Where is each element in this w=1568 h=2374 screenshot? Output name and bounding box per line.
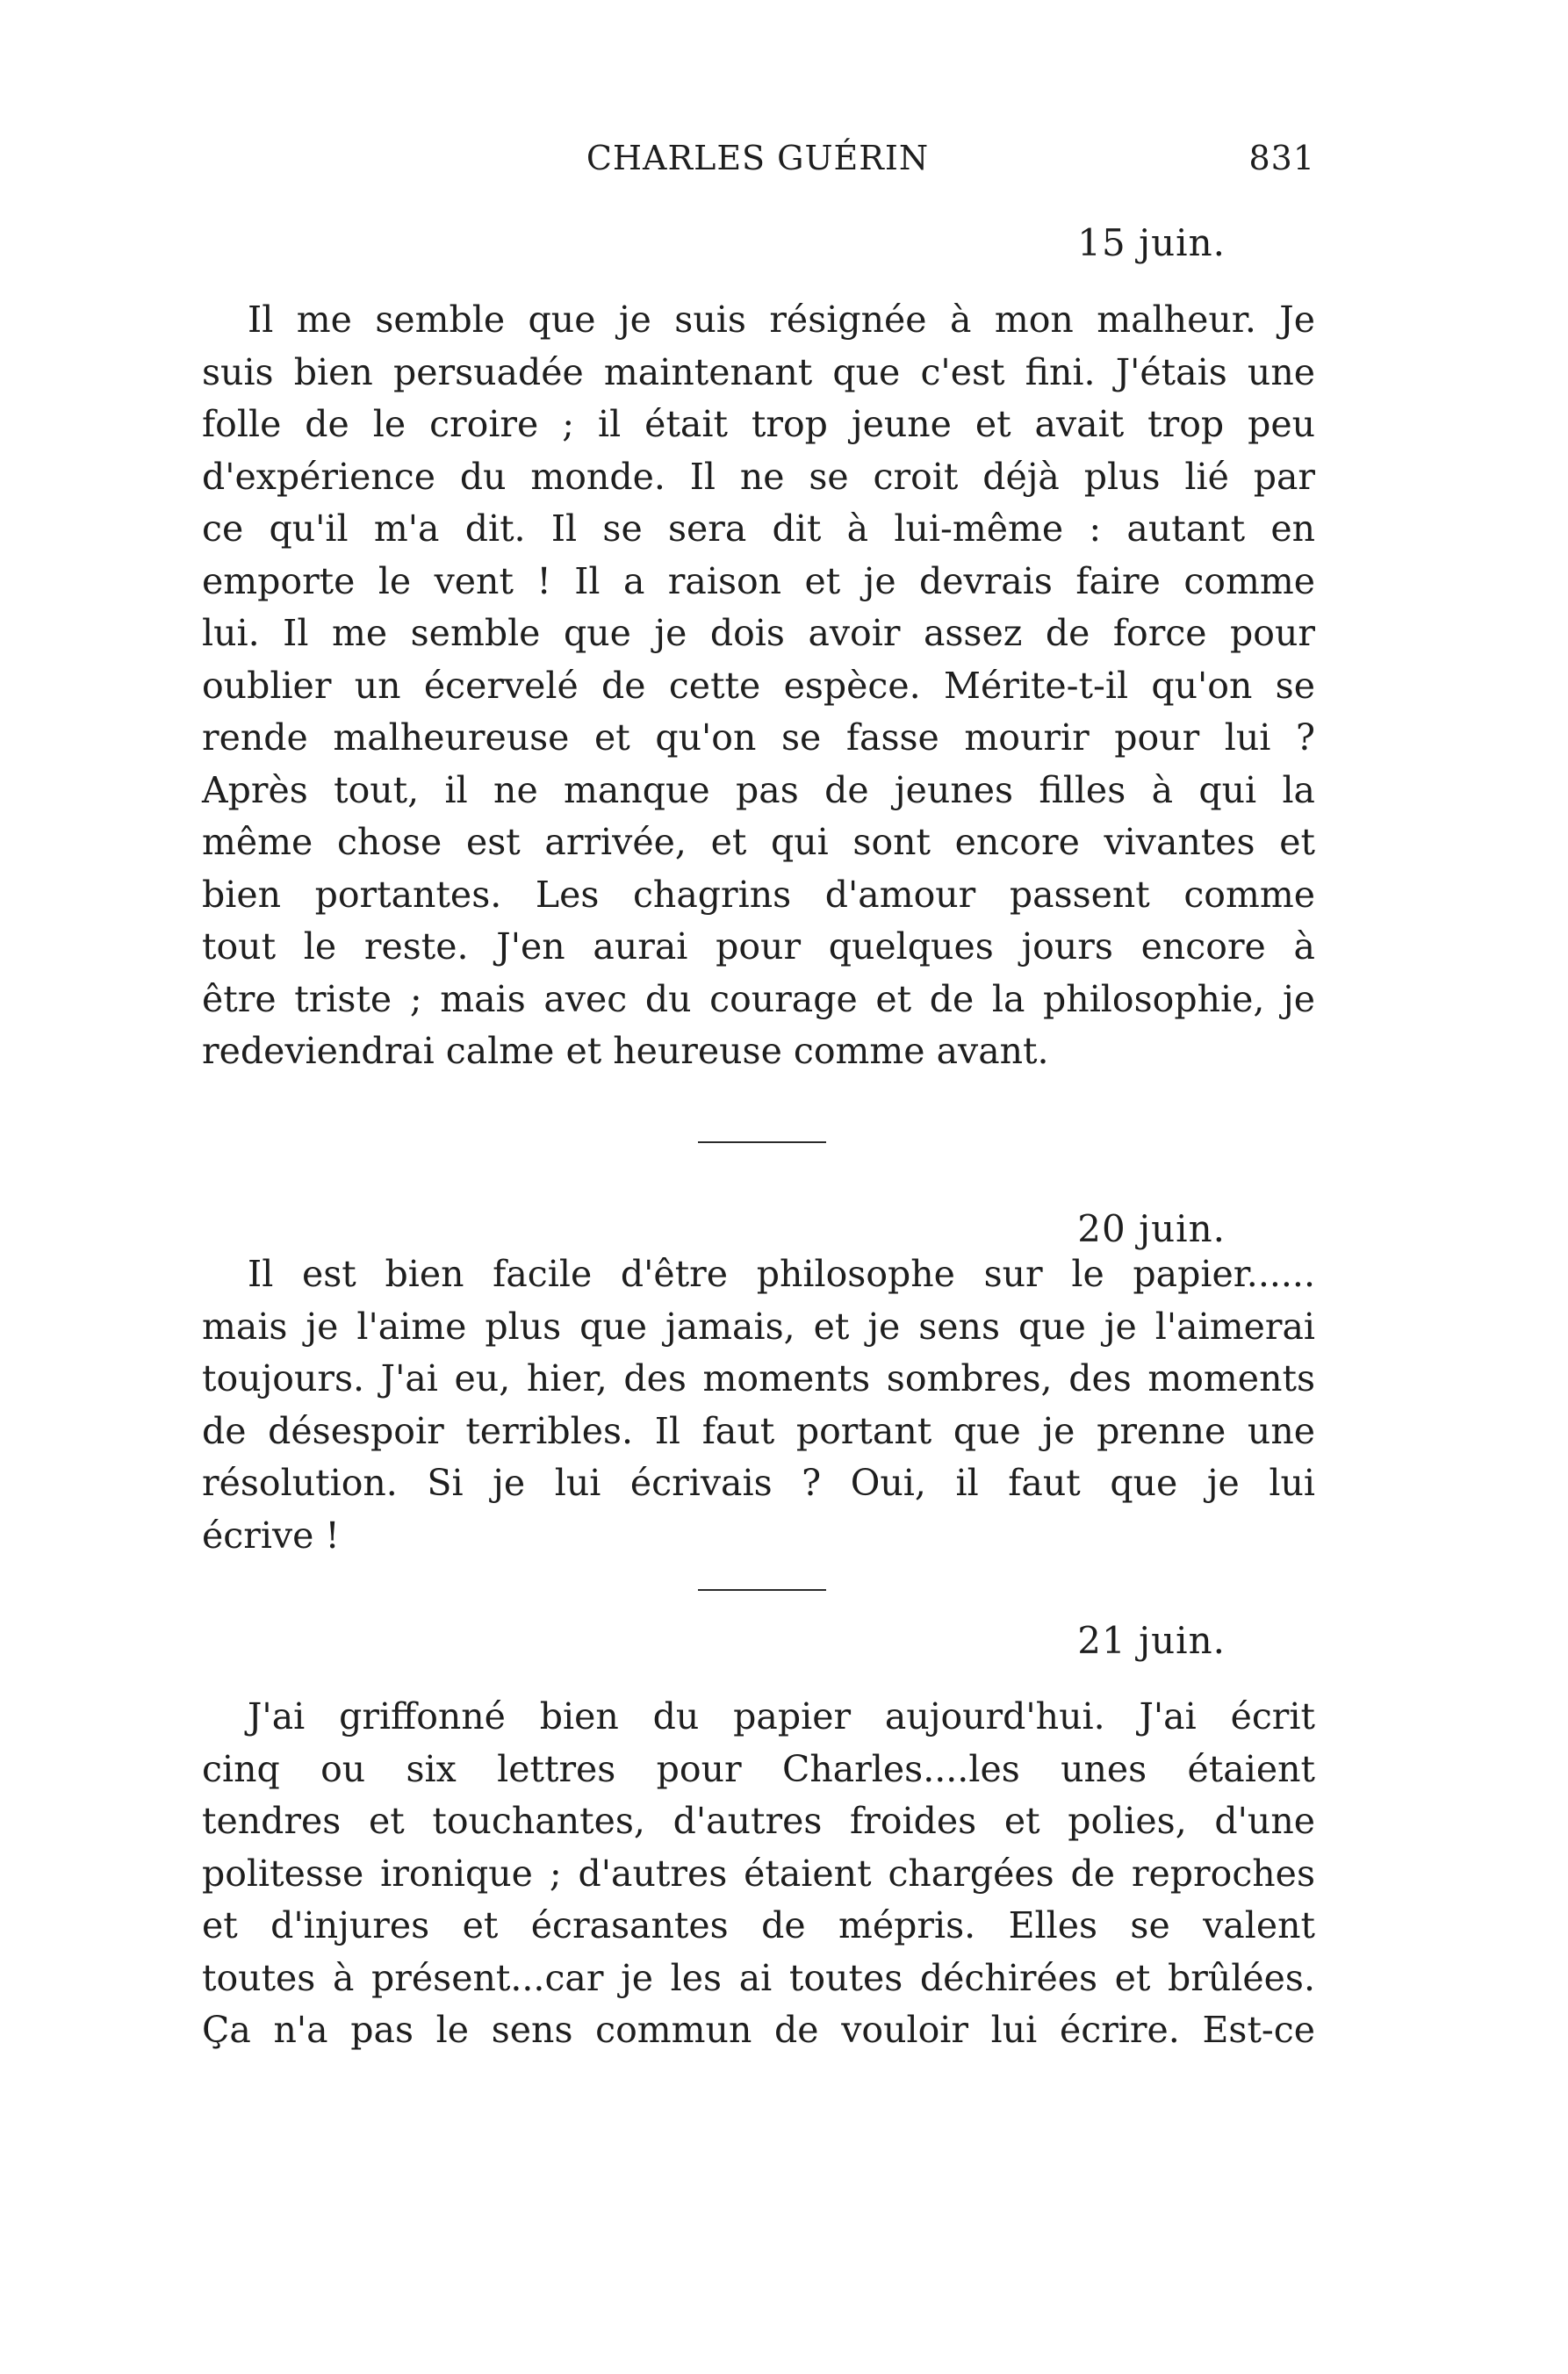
- text-line: cinq ou six lettres pour Charles....les unes étaient: [202, 1747, 1315, 1790]
- text-line: tout le reste. J'en aurai pour quelques jours encore à: [202, 925, 1315, 968]
- text-line: ce qu'il m'a dit. Il se sera dit à lui-même : autant en: [202, 507, 1315, 550]
- text-line: Il est bien facile d'être philosophe sur le papier......: [248, 1253, 1315, 1295]
- text-line: redeviendrai calme et heureuse comme avant.: [202, 1030, 1049, 1072]
- text-line: d'expérience du monde. Il ne se croit déjà plus lié par: [202, 455, 1315, 498]
- text-line: résolution. Si je lui écrivais ? Oui, il faut que je lui: [202, 1462, 1315, 1504]
- text-line: Après tout, il ne manque pas de jeunes filles à qui la: [202, 768, 1315, 811]
- text-line: bien portantes. Les chagrins d'amour passent comme: [202, 873, 1315, 916]
- text-line: Ça n'a pas le sens commun de vouloir lui écrire. Est-ce: [202, 2009, 1315, 2051]
- text-line: folle de le croire ; il était trop jeune et avait trop peu: [202, 403, 1315, 445]
- text-line: et d'injures et écrasantes de mépris. Elles se valent: [202, 1904, 1315, 1946]
- text-line: lui. Il me semble que je dois avoir assez de force pour: [202, 612, 1315, 654]
- text-line: toutes à présent...car je les ai toutes déchirées et brûlées.: [202, 1956, 1315, 1999]
- entry-text: [202, 1691, 1315, 2057]
- text-line: politesse ironique ; d'autres étaient chargées de reproches: [202, 1852, 1315, 1895]
- text-line: suis bien persuadée maintenant que c'est fini. J'étais une: [202, 350, 1315, 393]
- running-head: [200, 139, 1315, 191]
- page-number: 831: [1248, 139, 1315, 177]
- entry-date: 15 juin.: [1077, 221, 1226, 264]
- section-divider: [698, 1589, 826, 1591]
- text-line: Il me semble que je suis résignée à mon malheur. Je: [248, 299, 1315, 341]
- text-line: de désespoir terribles. Il faut portant que je prenne une: [202, 1409, 1315, 1452]
- text-line: même chose est arrivée, et qui sont encore vivantes et: [202, 821, 1315, 863]
- text-line: rende malheureuse et qu'on se fasse mourir pour lui ?: [202, 716, 1315, 759]
- running-title: CHARLES GUÉRIN: [586, 139, 930, 177]
- text-line: J'ai griffonné bien du papier aujourd'hui. J'ai écrit: [248, 1695, 1315, 1737]
- section-divider: [698, 1141, 826, 1143]
- text-line: toujours. J'ai eu, hier, des moments sombres, des moments: [202, 1357, 1315, 1399]
- text-line: être triste ; mais avec du courage et de la philosophie, je: [202, 977, 1315, 1020]
- text-line: mais je l'aime plus que jamais, et je sens que je l'aimerai: [202, 1305, 1315, 1348]
- entry-text: [202, 294, 1315, 1078]
- text-line: tendres et touchantes, d'autres froides et polies, d'une: [202, 1800, 1315, 1842]
- entry-date: 20 juin.: [1077, 1207, 1226, 1250]
- text-line: écrive !: [202, 1514, 340, 1557]
- entry-date: 21 juin.: [1077, 1619, 1226, 1662]
- entry-text: [202, 1248, 1315, 1562]
- text-line: oublier un écervelé de cette espèce. Mérite-t-il qu'on se: [202, 664, 1315, 707]
- text-line: emporte le vent ! Il a raison et je devrais faire comme: [202, 559, 1315, 602]
